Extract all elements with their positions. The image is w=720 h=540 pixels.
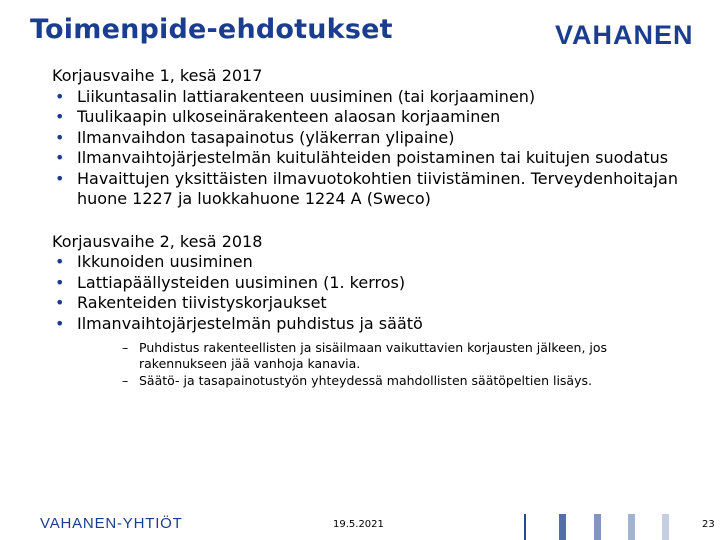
sub-list-item: – Säätö- ja tasapainotustyön yhteydessä mahdollisten säätöpeltien lisäys.	[122, 373, 692, 389]
list-item: • Liikuntasalin lattiarakenteen uusiminen (tai korjaaminen)	[52, 87, 692, 108]
list-item: • Ilmanvaihtojärjestelmän puhdistus ja säätö	[52, 314, 692, 335]
decorative-bar	[524, 514, 526, 540]
list-item: • Rakenteiden tiivistyskorjaukset	[52, 293, 692, 314]
slide-title: Toimenpide-ehdotukset	[30, 14, 393, 45]
list-item: • Tuulikaapin ulkoseinärakenteen alaosan korjaaminen	[52, 107, 692, 128]
phase-2-heading: Korjausvaihe 2, kesä 2018	[52, 231, 263, 251]
footer-logo: VAHANEN-YHTIÖT	[40, 515, 183, 532]
phase-1-section	[52, 66, 692, 210]
slide-content	[52, 66, 692, 391]
list-item: • Lattiapäällysteiden uusiminen (1. kerros)	[52, 273, 692, 294]
sub-list-item: – Puhdistus rakenteellisten ja sisäilmaan vaikuttavien korjausten jälkeen, jos rakennukseen jää vanhoja kanavia.	[122, 340, 692, 371]
phase-2-subnotes	[122, 340, 692, 389]
list-item: • Ilmanvaihtojärjestelmän kuitulähteiden poistaminen tai kuitujen suodatus	[52, 148, 692, 169]
decorative-bar	[628, 514, 635, 540]
decorative-bar	[662, 514, 669, 540]
list-item: • Havaittujen yksittäisten ilmavuotokohtien tiivistäminen. Terveydenhoitajan huone 1227 ja luokkahuone 1224 A (Sweco)	[52, 169, 692, 210]
list-item: • Ilmanvaihdon tasapainotus (yläkerran ylipaine)	[52, 128, 692, 149]
phase-1-heading: Korjausvaihe 1, kesä 2017	[52, 66, 263, 85]
phase-1-list	[52, 87, 692, 210]
footer-date: 19.5.2021	[333, 519, 384, 530]
decorative-bar	[559, 514, 566, 540]
list-item: • Ikkunoiden uusiminen	[52, 252, 692, 273]
phase-2-list	[52, 252, 692, 334]
page-number: 23	[702, 519, 715, 530]
decorative-bar	[594, 514, 601, 540]
vahanen-logo: VAHANEN	[555, 20, 694, 50]
phase-2-section	[52, 232, 692, 389]
